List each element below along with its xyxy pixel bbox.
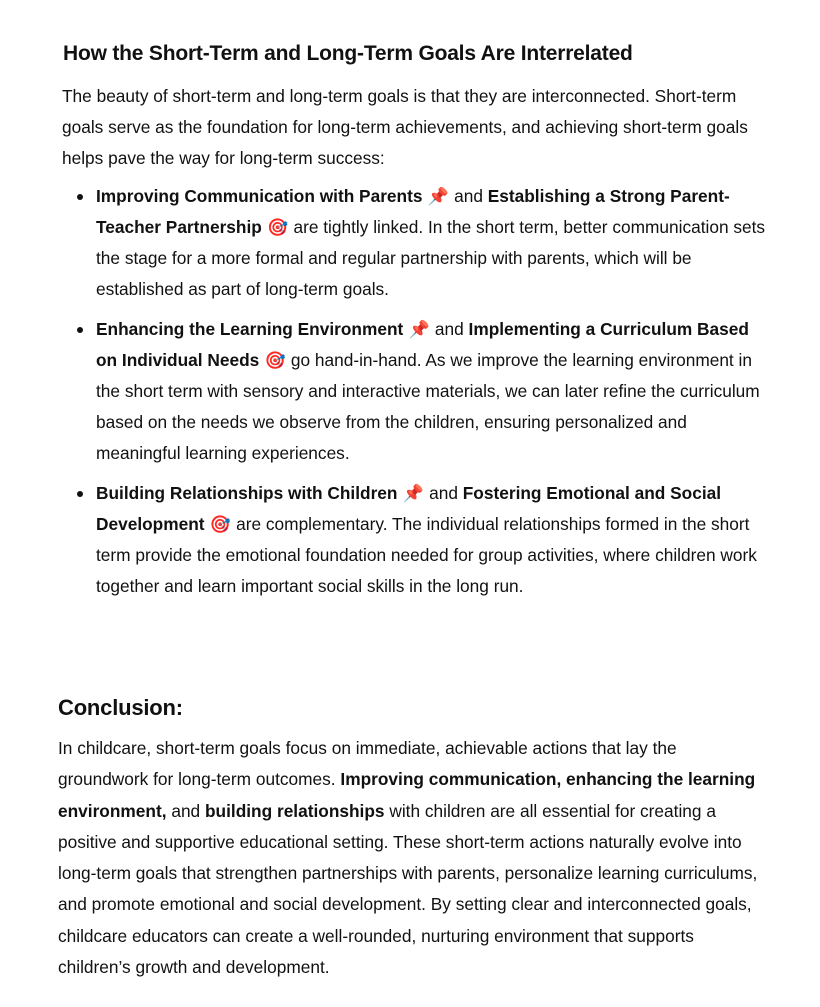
conclusion-text-part3: with children are all essential for creating a positive and supportive educational setting. These short-term actions naturally evolve into long-term goals that strengthen partnerships with parents, personalize learning curriculums, and promote emotional and social development. By setting clear and interconnected goals, childcare educators can create a well-rounded, nurturing environment that supports children’s growth and development.: [58, 800, 758, 978]
target-icon: 🎯: [267, 218, 289, 238]
conclusion-text-part1: In childcare, short-term goals focus on immediate, achievable actions that lay the groundwork for long-term outcomes.: [58, 738, 677, 790]
target-icon: 🎯: [209, 515, 231, 535]
long-term-goal: Fostering Emotional and Social Development: [96, 483, 722, 534]
long-term-goal: Establishing a Strong Parent-Teacher Partnership: [96, 186, 730, 237]
conclusion-bold-actions: Improving communication, enhancing the learning environment,: [58, 769, 756, 821]
joiner-text: and: [434, 319, 464, 339]
conclusion-text-part2: and: [171, 800, 201, 821]
section-intro-paragraph: The beauty of short-term and long-term goals is that they are interconnected. Short-term goals serve as the foundation for long-term achievements, and achieving short-term goals helps pave the way for long-term success:: [62, 86, 748, 168]
goal-pairs-list: [96, 181, 766, 611]
section-title-interrelated: How the Short-Term and Long-Term Goals Are Interrelated: [63, 42, 633, 65]
joiner-text: and: [429, 483, 458, 503]
conclusion-paragraph: [58, 733, 770, 983]
conclusion-title: Conclusion:: [58, 695, 183, 720]
pushpin-icon: 📌: [427, 187, 449, 207]
target-icon: 🎯: [264, 351, 286, 371]
pushpin-icon: 📌: [402, 484, 424, 504]
joiner-text: and: [454, 186, 483, 206]
conclusion-bold-relationships: building relationships: [204, 800, 385, 821]
item-description: go hand-in-hand. As we improve the learning environment in the short term with sensory and interactive materials, we can later refine the curriculum based on the needs we observe from the children, ensuring personalized and meaningful learning experiences.: [96, 350, 760, 463]
item-description: are complementary. The individual relationships formed in the short term provide the emotional foundation needed for group activities, where children work together and learn important social skills in the long run.: [96, 514, 757, 596]
item-description: are tightly linked. In the short term, better communication sets the stage for a more formal and regular partnership with parents, which will be established as part of long-term goals.: [96, 217, 766, 299]
short-term-goal: Improving Communication with Parents: [96, 186, 423, 206]
short-term-goal: Enhancing the Learning Environment: [96, 319, 404, 339]
list-item: [96, 478, 766, 602]
short-term-goal: Building Relationships with Children: [96, 483, 398, 503]
pushpin-icon: 📌: [408, 320, 430, 340]
list-item: [96, 314, 766, 469]
list-item: [96, 181, 766, 305]
long-term-goal: Implementing a Curriculum Based on Individual Needs: [96, 319, 749, 370]
